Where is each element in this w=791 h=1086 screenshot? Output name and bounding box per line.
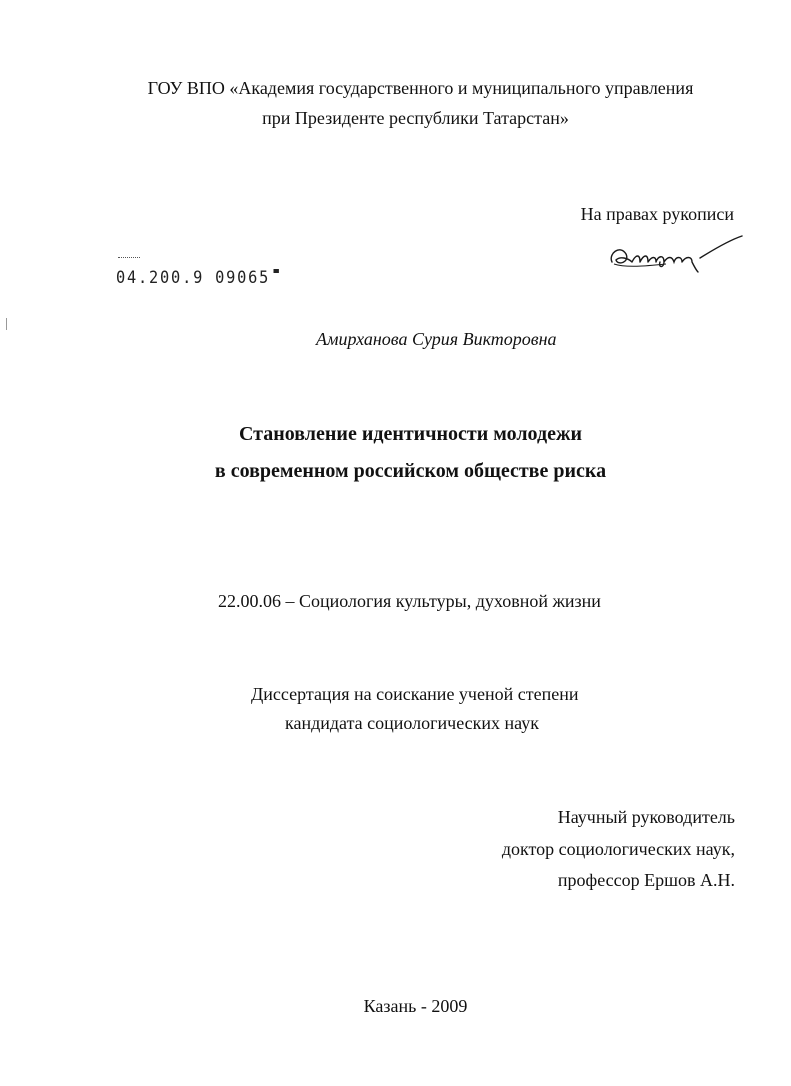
title-line-1: Становление идентичности молодежи bbox=[238, 423, 582, 445]
registration-code: 04.200.9 09065 bbox=[116, 268, 279, 288]
specialty-code: 22.00.06 – Социология культуры, духовной жизни bbox=[218, 591, 601, 611]
stamp-dots bbox=[118, 257, 140, 260]
scan-edge-mark bbox=[6, 318, 7, 330]
title-line-2: в современном российском обществе риска bbox=[214, 460, 607, 482]
supervisor-degree: доктор социологических наук, bbox=[501, 839, 735, 859]
author-name: Амирханова Сурия Викторовна bbox=[316, 329, 557, 349]
rights-note: На правах рукописи bbox=[580, 204, 734, 224]
degree-line-1: Диссертация на соискание ученой степени bbox=[251, 684, 579, 704]
place-year: Казань - 2009 bbox=[363, 996, 468, 1016]
institution-line-2: при Президенте республики Татарстан» bbox=[262, 108, 569, 128]
handwritten-signature bbox=[606, 232, 746, 282]
institution-line-1: ГОУ ВПО «Академия государственного и муниципального управления bbox=[147, 78, 694, 98]
supervisor-name: профессор Ершов А.Н. bbox=[557, 870, 735, 890]
supervisor-role: Научный руководитель bbox=[557, 807, 735, 827]
degree-line-2: кандидата социологических наук bbox=[285, 713, 539, 733]
